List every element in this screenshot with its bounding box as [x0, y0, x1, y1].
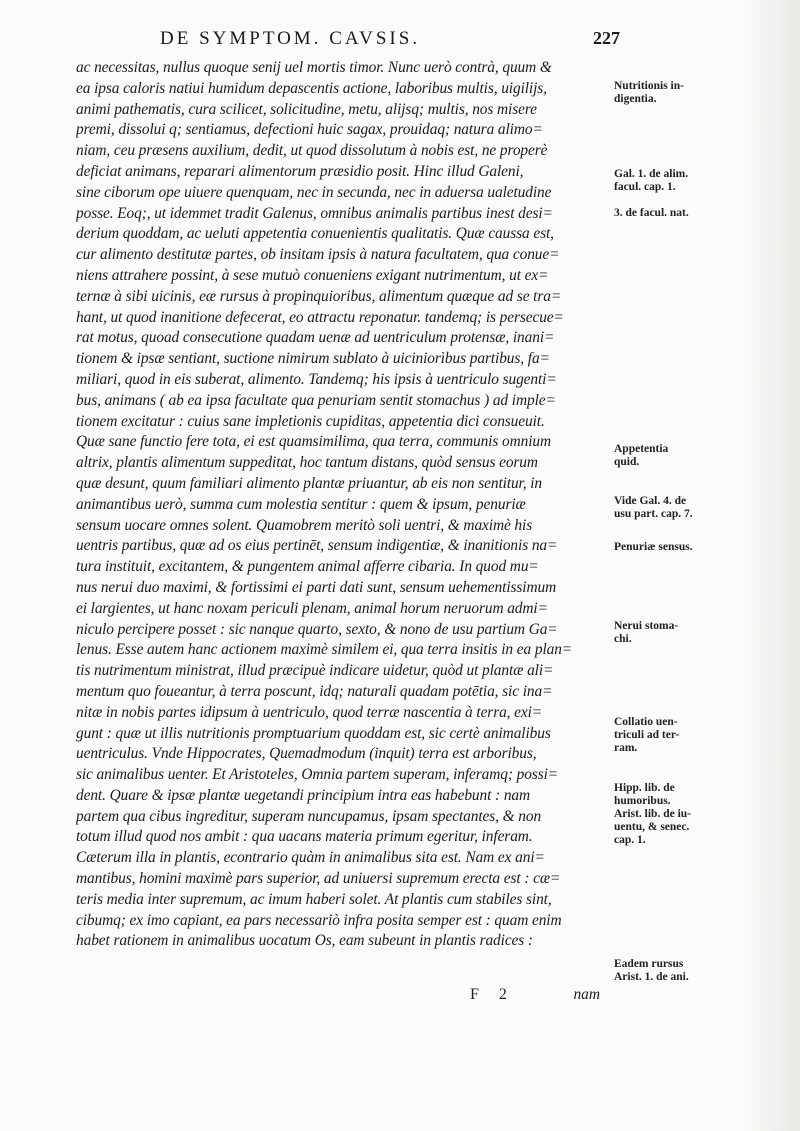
text-line: ei largientes, ut hanc noxam periculi plenam, animal horum neruorum admi=: [76, 599, 548, 617]
margin-note: Gal. 1. de alim. facul. cap. 1.: [614, 168, 689, 193]
text-line: cur alimento destitutæ partes, ob insitam ipsis à natura facultatem, qua conue=: [76, 246, 560, 264]
text-line: mentum quo foueantur, à terra poscunt, idq; naturali quadam potētia, sic ina=: [76, 682, 553, 700]
text-line: sic animalibus uenter. Et Aristoteles, Omnia partem superam, inferamq; possi=: [76, 766, 559, 784]
text-line: sine ciborum ope uiuere quenquam, nec in secunda, nec in aduersa ualetudine: [76, 183, 552, 201]
text-line: niam, ceu præsens auxilium, dedit, ut quod dissolutum à nobis est, ne properè: [76, 142, 548, 160]
text-line: tionem & ipsæ sentiant, suctione nimirum sublato à uiciniorìbus partibus, fa=: [76, 350, 550, 368]
main-text-column: [76, 58, 600, 952]
text-line: tura instituit, excitantem, & pungentem animal afferre cibaria. In quod mu=: [76, 558, 539, 576]
text-line: ternæ à sibi uicinis, eæ rursus à propinquioribus, alimentum quæque ad se tra=: [76, 287, 562, 305]
text-line: niculo percipere posset : sic nanque quarto, sexto, & nono de usu partium Ga=: [76, 620, 558, 638]
margin-note: Vide Gal. 4. de usu part. cap. 7.: [614, 495, 693, 520]
text-line: ac necessitas, nullus quoque senij uel mortis timor. Nunc uerò contrà, quum &: [76, 59, 552, 76]
text-line: dent. Quare & ipsæ plantæ uegetandi principium intra eas habebunt : nam: [76, 786, 531, 804]
page-footer: [76, 986, 600, 1008]
text-line: animantibus uerò, summa cum molestia sentitur : quem & ipsum, penuriæ: [76, 495, 526, 513]
text-line: quæ desunt, quum familiari alimento plantæ priuantur, ab eis non sentitur, in: [76, 474, 543, 492]
margin-note: Hipp. lib. de humoribus. Arist. lib. de iu- uentu, & senec. cap. 1.: [614, 782, 691, 846]
text-line: derium quoddam, ac ueluti appetentia conuenientis qualitatis. Quæ caussa est,: [76, 225, 554, 243]
text-line: bus, animans ( ab ea ipsa facultate qua penuriam sentit stomachus ) ad imple=: [76, 391, 556, 409]
text-line: tis nutrimentum ministrat, illud præcipuè indicare uidetur, quòd ut plantæ ali=: [76, 662, 554, 680]
text-line: teris media inter supremum, ac imum haberi solet. At plantis cum stabiles sint,: [76, 890, 552, 908]
text-line: ea ipsa caloris natiui humidum depascentis actione, laboribus multis, uigilijs,: [76, 79, 547, 97]
text-line: cibumq; ex imo capiant, ea pars necessariò infra posita semper est : quam enim: [76, 911, 562, 929]
text-line: Quæ sane functio fere tota, ei est quamsimilima, qua terra, communis omnium: [76, 433, 551, 451]
text-line: tionem excitatur : cuius sane impletionis cupiditas, appetentia dici consueuit.: [76, 412, 545, 430]
catchword: nam: [573, 986, 600, 1003]
text-line: hant, ut quod inanitione defecerat, eo attractu reponatur. tandemq; is persecue=: [76, 308, 564, 326]
text-line: deficiat animans, reparari alimentorum præsidio posit. Hinc illud Galeni,: [76, 162, 524, 180]
page-header: [160, 28, 620, 52]
page-number: 227: [593, 28, 620, 48]
margin-note: Collatio uen- triculi ad ter- ram.: [614, 716, 680, 754]
text-line: premi, dissolui q; sentiamus, defectioni huic sagax, prouidaq; natura alimo=: [76, 121, 543, 139]
text-line: uentris partibus, quæ ad os eius pertinēt, sensum indigentiæ, & inanitionis na=: [76, 537, 558, 555]
margin-notes: [614, 0, 734, 1131]
margin-note: Appetentia quid.: [614, 443, 669, 468]
text-line: niens attrahere possint, à sese mutuò conueniens exigant nutrimentum, ut ex=: [76, 266, 549, 284]
text-line: altrix, plantis alimentum suppeditat, hoc tantum distans, quòd sensus eorum: [76, 454, 538, 472]
text-line: partem qua cibus ingreditur, superam nuncupamus, ipsam spectantes, & non: [76, 807, 542, 825]
text-line: posse. Eoq;, ut idemmet tradit Galenus, omnibus animalis partibus inest desi=: [76, 204, 553, 222]
text-line: habet rationem in animalibus uocatum Os, eam subeunt in plantis radices :: [76, 932, 533, 950]
text-line: mantibus, homini maximè pars superior, ad uniuersi supremum erecta est : cæ=: [76, 870, 561, 888]
text-line: sensum uocare omnes solent. Quamobrem meritò soli uentri, & maximè his: [76, 516, 533, 534]
text-line: totum illud quod nos ambit : qua uacans materia primum egeritur, inferam.: [76, 828, 533, 846]
text-line: miliari, quod in eis suberat, alimento. Tandemq; his ipsis à uentriculo sugenti=: [76, 370, 557, 388]
margin-note: 3. de facul. nat.: [614, 207, 689, 219]
text-line: rat motus, quoad consecutione quadam uenæ ad uentriculum protensæ, inani=: [76, 329, 555, 347]
page-edge-shadow: [740, 0, 800, 1131]
text-line: Cæterum illa in plantis, econtrario quàm in animalibus sita est. Nam ex ani=: [76, 849, 545, 867]
margin-note: Eadem rursus Arist. 1. de ani.: [614, 958, 689, 983]
running-head: DE SYMPTOM. CAVSIS.: [160, 28, 421, 49]
text-line: gunt : quæ ut illis nutritionis promptuarium quoddam est, sic certè animalibus: [76, 724, 551, 742]
margin-note: Nerui stoma- chi.: [614, 620, 679, 645]
text-line: nus nerui duo maximi, & fortissimi ei parti dati sunt, sensum uehementissimum: [76, 578, 557, 596]
text-line: animi pathematis, cura scilicet, solicitudine, metu, alijsq; multis, nos misere: [76, 100, 537, 118]
text-line: lenus. Esse autem hanc actionem maximè similem ei, qua terra insitis in ea plan=: [76, 641, 573, 659]
margin-note: Penuriæ sensus.: [614, 541, 693, 553]
text-line: uentriculus. Vnde Hippocrates, Quemadmodum (inquit) terra est arboribus,: [76, 745, 537, 763]
margin-note: Nutritionis in- digentia.: [614, 80, 684, 105]
signature-mark: F 2: [470, 986, 515, 1003]
text-line: nitæ in nobis partes idipsum à uentriculo, quod terræ nascentia à terra, exi=: [76, 703, 543, 721]
